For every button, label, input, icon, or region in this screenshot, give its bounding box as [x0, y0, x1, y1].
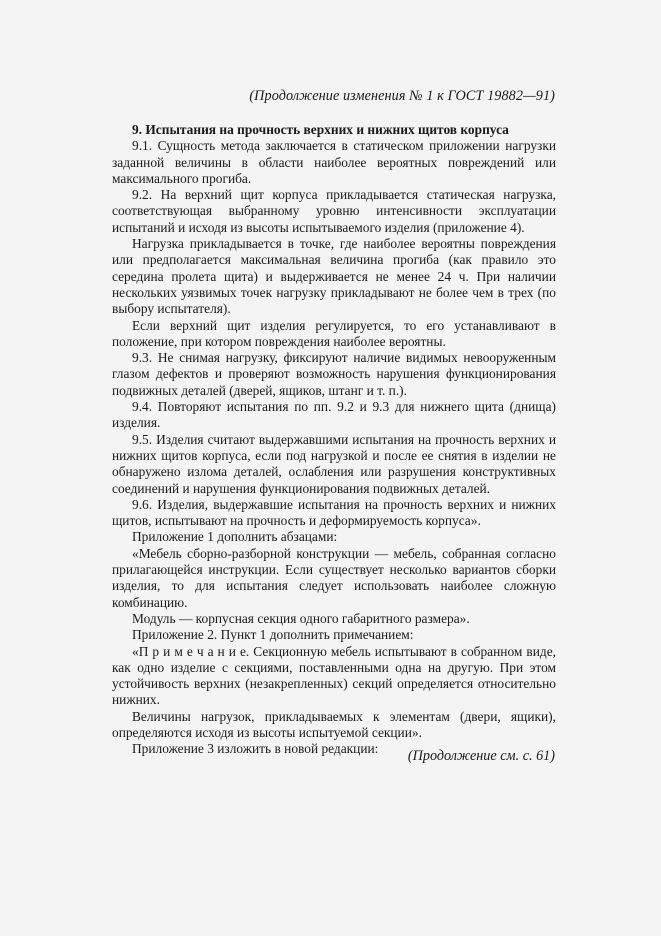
page-footer: (Продолжение см. с. 61) — [407, 748, 555, 764]
paragraph-appendix-2: Приложение 2. Пункт 1 дополнить примечанием: — [132, 627, 414, 643]
paragraph-9-2: 9.2. На верхний щит корпуса прикладывается статическая нагрузка, соответствующая выбранному уровню интенсивности эксплуатации испытаний и исходя из высоты испытываемого изделия (приложение 4). — [112, 187, 556, 235]
paragraph-note: «П р и м е ч а н и е. Секционную мебель испытывают в собранном виде, как одно изделие с секциями, поставленными одна на другую. При этом устойчивость верхних (незакрепленных) секций определяется относительно нижних. — [112, 643, 556, 708]
paragraph-9-5: 9.5. Изделия считают выдержавшими испытания на прочность верхних и нижних щитов корпуса, если под нагрузкой и после ее снятия в изделии не обнаружено излома деталей, ослабления или разрушения конструктивных соединений и нарушения функционирования подвижных деталей. — [112, 431, 556, 496]
paragraph-adjustable-shield: Если верхний щит изделия регулируется, то его устанавливают в положение, при котором повреждения наиболее вероятны. — [112, 317, 556, 349]
paragraph-appendix-3: Приложение 3 изложить в новой редакции: — [132, 741, 379, 757]
paragraph-9-1: 9.1. Сущность метода заключается в статическом приложении нагрузки заданной величины в области наиболее вероятных повреждений или максимального прогиба. — [112, 138, 556, 186]
paragraph-appendix-1: Приложение 1 дополнить абзацами: — [132, 529, 338, 545]
paragraph-collapsible-furniture: «Мебель сборно-разборной конструкции — мебель, собранная согласно прилагающейся инструкции. Если существует несколько вариантов сборки изделия, то для испытания следует использовать наиболее сложную комбинацию. — [112, 545, 556, 610]
page-header: (Продолжение изменения № 1 к ГОСТ 19882—91) — [249, 88, 555, 104]
document-body — [112, 122, 556, 758]
paragraph-9-6: 9.6. Изделия, выдержавшие испытания на прочность верхних и нижних щитов, испытывают на прочность и деформируемость корпуса». — [112, 496, 556, 529]
section-title: 9. Испытания на прочность верхних и нижних щитов корпуса — [132, 122, 509, 137]
paragraph-9-3: 9.3. Не снимая нагрузку, фиксируют наличие видимых невооруженным глазом дефектов и проверяют возможность нарушения функционирования подвижных деталей (дверей, ящиков, штанг и т. п.). — [112, 350, 556, 398]
paragraph-load-point: Нагрузка прикладывается в точке, где наиболее вероятны повреждения или предполагается максимальная величина прогиба (как правило это середина пролета щита) и выдерживается не менее 24 ч. При наличии нескольких уязвимых точек нагрузку прикладывают не более чем в трех (по выбору испытателя). — [112, 236, 556, 317]
paragraph-load-values: Величины нагрузок, прикладываемых к элементам (двери, ящики), определяются исходя из высоты испытуемой секции». — [112, 708, 556, 740]
paragraph-9-4: 9.4. Повторяют испытания по пп. 9.2 и 9.3 для нижнего щита (днища) изделия. — [112, 399, 556, 431]
paragraph-module: Модуль — корпусная секция одного габаритного размера». — [132, 610, 470, 626]
